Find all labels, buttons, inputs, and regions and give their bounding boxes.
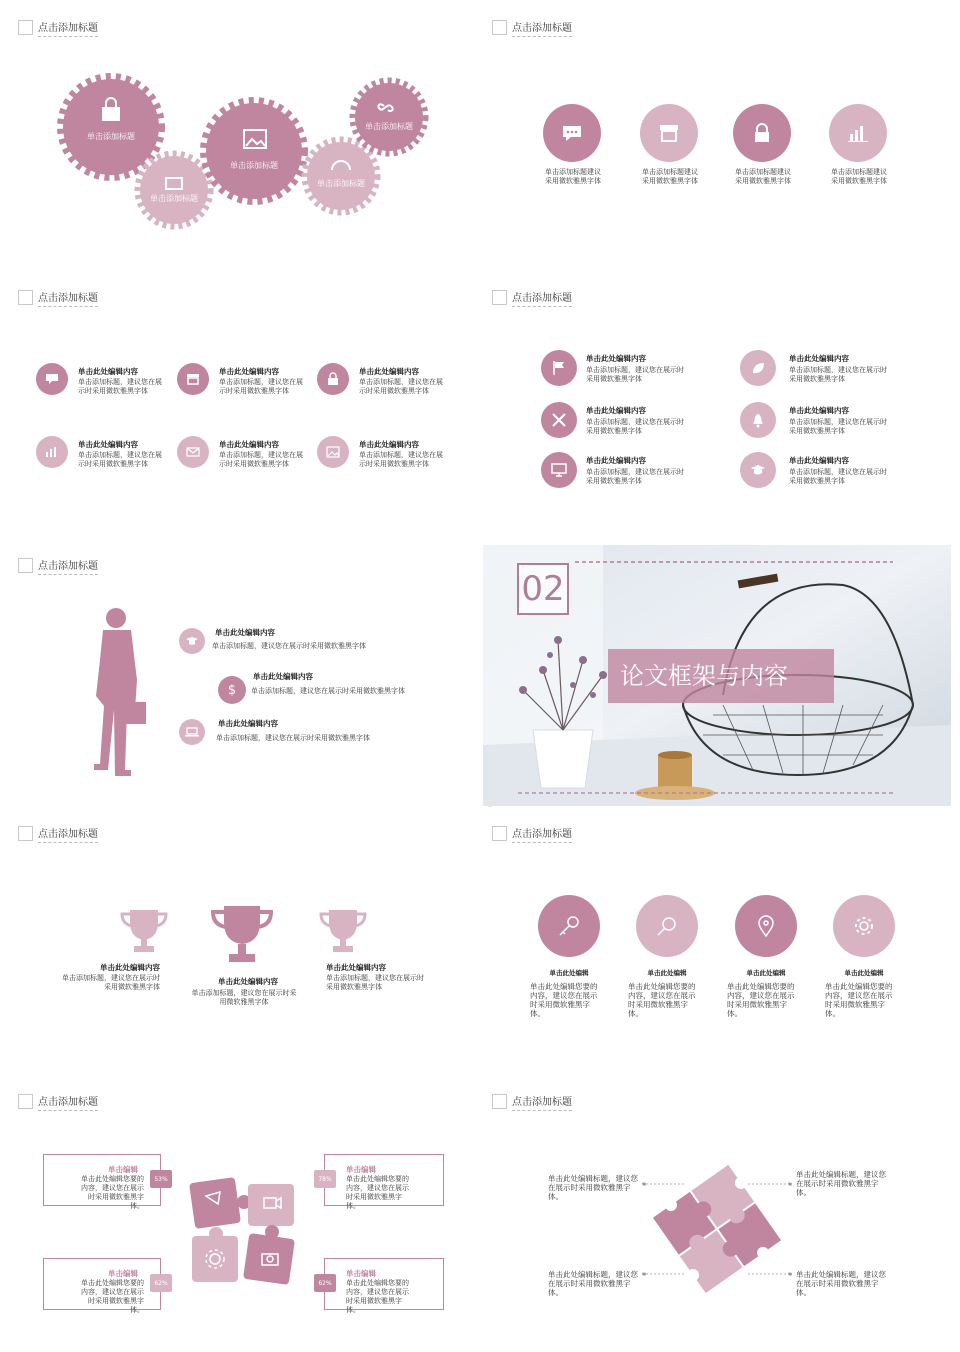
slide-trophies: 点击添加标题 单击此处编辑内容 单击添加标题，建议您在展示时采用微软雅黑字体 单击此处编辑内容 单击添加标题，建议您在展示时采用微软雅黑字体 单击此处编辑内容 单击添加标题，建议您在展示时采用微软雅黑字体 — [18, 806, 488, 1068]
puzzle-text: 单击此处编辑标题，建议您在展示时采用微软雅黑字体。 — [796, 1170, 886, 1197]
trophy-title: 单击此处编辑内容 — [326, 963, 386, 972]
list-item-desc: 单击添加标题，建议您在展示时采用微软雅黑字体 — [789, 418, 887, 435]
list-item-title: 单击此处编辑内容 — [586, 354, 646, 363]
gear-label: 单击添加标题 — [317, 179, 365, 188]
trophy-desc: 单击添加标题，建议您在展示时采用微软雅黑字体 — [191, 989, 297, 1006]
grid-item-desc: 单击添加标题，建议您在展示时采用微软雅黑字体 — [219, 378, 303, 395]
puzzle-box-desc: 单击此处编辑您要的内容，建议您在展示时采用微软雅黑字体。 — [346, 1279, 409, 1314]
trophy-desc: 单击添加标题，建议您在展示时采用微软雅黑字体 — [326, 974, 424, 991]
circle-title: 单击此处编辑 — [746, 969, 786, 977]
laptop-icon — [179, 719, 205, 745]
list-item-desc: 单击添加标题，建议您在展示时采用微软雅黑字体 — [586, 366, 684, 383]
puzzle-box-title: 单击编辑 — [108, 1165, 138, 1174]
gear-label: 单击添加标题 — [87, 132, 135, 141]
chat-icon — [36, 363, 68, 395]
circle-title: 单击此处编辑 — [844, 969, 884, 977]
key-icon — [538, 895, 600, 957]
puzzle-box-desc: 单击此处编辑您要的内容，建议您在展示时采用微软雅黑字体。 — [81, 1175, 144, 1210]
slide-gears: 点击添加标题 单击添加标题 单击添加标题 单击添加标题 单击添加标题 单击添加标题 — [18, 0, 488, 262]
section-number-box — [517, 563, 569, 615]
bar-chart-icon — [829, 104, 887, 162]
list-item-title: 单击此处编辑内容 — [586, 406, 646, 415]
grid-item-desc: 单击添加标题，建议您在展示时采用微软雅黑字体 — [78, 451, 162, 468]
puzzle-text: 单击此处编辑标题，建议您在展示时采用微软雅黑字体。 — [548, 1174, 638, 1201]
list-item-desc: 单击添加标题，建议您在展示时采用微软雅黑字体 — [586, 468, 684, 485]
section-title: 论文框架与内容 — [620, 662, 788, 690]
gear-1 — [61, 77, 161, 177]
gear-3 — [204, 101, 304, 201]
search-icon — [636, 895, 698, 957]
grid-item-title: 单击此处编辑内容 — [78, 367, 138, 376]
person-item-title: 单击此处编辑内容 — [218, 719, 278, 728]
puzzle-text: 单击此处编辑标题，建议您在展示时采用微软雅黑字体。 — [548, 1270, 638, 1297]
gear-icon — [833, 895, 895, 957]
lock-icon — [103, 108, 119, 120]
slide-list: 点击添加标题 单击此处编辑内容 单击添加标题，建议您在展示时采用微软雅黑字体 单击此处编辑内容 单击添加标题，建议您在展示时采用微软雅黑字体 单击此处编辑内容 单击添加标题，建议您在展示时采用微软雅黑字体 单击此处编辑内容 单击添加标题，建议您在展示时采用微软雅黑字体 单击此处编辑内容 单击添加标题，建议您在展示时采用微软雅黑字体 单击此处编辑内容 单击添加标题，建议您在展示时采用微软雅黑字体 — [492, 270, 960, 532]
trophy-title: 单击此处编辑内容 — [100, 963, 160, 972]
trophy-title: 单击此处编辑内容 — [218, 977, 278, 986]
circle-desc: 单击此处编辑您要的内容，建议您在展示时采用微软雅黑字体。 — [530, 982, 598, 1018]
percent-badge: 62% — [314, 1274, 336, 1292]
circle-title: 单击此处编辑 — [647, 969, 687, 977]
location-pin-icon — [735, 895, 797, 957]
slide-circles: 点击添加标题 单击添加标题建议采用微软雅黑字体 单击添加标题建议采用微软雅黑字体 单击添加标题建议采用微软雅黑字体 单击添加标题建议采用微软雅黑字体 — [492, 0, 960, 262]
trophy-icon — [118, 904, 170, 954]
person-item-desc: 单击添加标题，建议您在展示时采用微软雅黑字体 — [212, 642, 366, 650]
trophy-icon — [209, 900, 275, 964]
image-icon — [317, 436, 349, 468]
mail-icon — [177, 436, 209, 468]
person-silhouette — [68, 606, 158, 781]
section-number: 02 — [521, 569, 565, 609]
circle-item-text: 单击添加标题建议采用微软雅黑字体 — [642, 168, 698, 185]
slide-big-circles: 点击添加标题 单击此处编辑 单击此处编辑您要的内容，建议您在展示时采用微软雅黑字体。 单击此处编辑 单击此处编辑您要的内容，建议您在展示时采用微软雅黑字体。 单击此处编辑 单击此处编辑您要的内容，建议您在展示时采用微软雅黑字体。 单击此处编辑 单击此处编辑您要的内容，建议您在展示时采用微软雅黑字体。 — [492, 806, 960, 1068]
person-item-title: 单击此处编辑内容 — [215, 628, 275, 637]
trophy-icon — [317, 904, 369, 954]
dollar-icon: $ — [218, 676, 246, 704]
grid-item-title: 单击此处编辑内容 — [78, 440, 138, 449]
list-item-title: 单击此处编辑内容 — [789, 456, 849, 465]
lock-icon — [733, 104, 791, 162]
bar-chart-icon — [36, 436, 68, 468]
slide-puzzle-boxes: 点击添加标题 单击编辑 单击此处编辑您要的内容，建议您在展示时采用微软雅黑字体。 53% 单击编辑 单击此处编辑您要的内容，建议您在展示时采用微软雅黑字体。 78% 单击编辑 单击此处编辑您要的内容，建议您在展示时采用微软雅黑字体。 62% 单击编辑 单击此处编辑您要的内容，建议您在展示时采用微软雅黑字体。 62% — [18, 1074, 488, 1344]
chat-icon — [543, 104, 601, 162]
leaf-icon — [740, 350, 776, 386]
puzzle-box-title: 单击编辑 — [346, 1165, 376, 1174]
flag-icon — [541, 350, 577, 386]
puzzle-box-title: 单击编辑 — [346, 1269, 376, 1278]
puzzle-text: 单击此处编辑标题，建议您在展示时采用微软雅黑字体。 — [796, 1270, 886, 1297]
list-item-title: 单击此处编辑内容 — [789, 406, 849, 415]
gear-4 — [305, 140, 377, 212]
percent-badge: 53% — [150, 1170, 172, 1188]
presentation-icon — [541, 452, 577, 488]
grid-item-desc: 单击添加标题，建议您在展示时采用微软雅黑字体 — [78, 378, 162, 395]
list-item-title: 单击此处编辑内容 — [586, 456, 646, 465]
grid-item-title: 单击此处编辑内容 — [359, 367, 419, 376]
grid-item-desc: 单击添加标题，建议您在展示时采用微软雅黑字体 — [359, 378, 443, 395]
puzzle-box-title: 单击编辑 — [108, 1269, 138, 1278]
circle-desc: 单击此处编辑您要的内容，建议您在展示时采用微软雅黑字体。 — [825, 982, 893, 1018]
puzzle-connectors — [642, 1164, 792, 1294]
bell-icon — [740, 402, 776, 438]
list-item-title: 单击此处编辑内容 — [789, 354, 849, 363]
grid-item-title: 单击此处编辑内容 — [219, 367, 279, 376]
graduation-cap-icon — [179, 628, 205, 654]
puzzle-box-desc: 单击此处编辑您要的内容，建议您在展示时采用微软雅黑字体。 — [346, 1175, 409, 1210]
circle-item-text: 单击添加标题建议采用微软雅黑字体 — [735, 168, 791, 185]
gear-5 — [353, 81, 425, 153]
slide-puzzle-texts: 点击添加标题 单击此处编辑标题，建议您在展示时采用微软雅黑字体。 单击此处编辑标题，建议您在展示时采用微软雅黑字体。 单击此处编辑标题，建议您在展示时采用微软雅黑字体。 单击此处编辑标题，建议您在展示时采用微软雅黑字体。 — [492, 1074, 960, 1344]
grid-item-desc: 单击添加标题，建议您在展示时采用微软雅黑字体 — [219, 451, 303, 468]
grid-item-title: 单击此处编辑内容 — [359, 440, 419, 449]
grid-item-title: 单击此处编辑内容 — [219, 440, 279, 449]
slide-person: 点击添加标题 单击此处编辑内容 单击添加标题，建议您在展示时采用微软雅黑字体 $ 单击此处编辑内容 单击添加标题，建议您在展示时采用微软雅黑字体 单击此处编辑内容 单击添加标题，建议您在展示时采用微软雅黑字体 — [18, 538, 488, 800]
list-item-desc: 单击添加标题，建议您在展示时采用微软雅黑字体 — [789, 468, 887, 485]
gear-label: 单击添加标题 — [230, 161, 278, 170]
puzzle-graphic — [188, 1172, 304, 1292]
grid-item-desc: 单击添加标题，建议您在展示时采用微软雅黑字体 — [359, 451, 443, 468]
puzzle-box-desc: 单击此处编辑您要的内容，建议您在展示时采用微软雅黑字体。 — [81, 1279, 144, 1314]
gear-label: 单击添加标题 — [365, 122, 413, 131]
section-title-box — [608, 649, 834, 703]
lock-icon — [317, 363, 349, 395]
person-item-desc: 单击添加标题，建议您在展示时采用微软雅黑字体 — [251, 687, 405, 695]
trophy-desc: 单击添加标题，建议您在展示时采用微软雅黑字体 — [62, 974, 160, 991]
person-item-title: 单击此处编辑内容 — [253, 672, 313, 681]
circle-item-text: 单击添加标题建议采用微软雅黑字体 — [831, 168, 887, 185]
gear-label: 单击添加标题 — [150, 194, 198, 203]
graduation-cap-icon — [740, 452, 776, 488]
circle-title: 单击此处编辑 — [549, 969, 589, 977]
circle-item-text: 单击添加标题建议采用微软雅黑字体 — [545, 168, 601, 185]
person-item-desc: 单击添加标题，建议您在展示时采用微软雅黑字体 — [216, 734, 370, 742]
list-item-desc: 单击添加标题，建议您在展示时采用微软雅黑字体 — [586, 418, 684, 435]
tools-icon — [541, 402, 577, 438]
circle-desc: 单击此处编辑您要的内容，建议您在展示时采用微软雅黑字体。 — [628, 982, 696, 1018]
percent-badge: 62% — [150, 1274, 172, 1292]
percent-badge: 78% — [314, 1170, 336, 1188]
list-item-desc: 单击添加标题，建议您在展示时采用微软雅黑字体 — [789, 366, 887, 383]
circle-desc: 单击此处编辑您要的内容，建议您在展示时采用微软雅黑字体。 — [727, 982, 795, 1018]
slide-grid: 点击添加标题 单击此处编辑内容 单击添加标题，建议您在展示时采用微软雅黑字体 单击此处编辑内容 单击添加标题，建议您在展示时采用微软雅黑字体 单击此处编辑内容 单击添加标题，建议您在展示时采用微软雅黑字体 单击此处编辑内容 单击添加标题，建议您在展示时采用微软雅黑字体 单击此处编辑内容 单击添加标题，建议您在展示时采用微软雅黑字体 单击此处编辑内容 单击添加标题，建议您在展示时采用微软雅黑字体 — [18, 270, 488, 532]
store-icon — [640, 104, 698, 162]
slide-section — [483, 545, 951, 807]
store-icon — [177, 363, 209, 395]
